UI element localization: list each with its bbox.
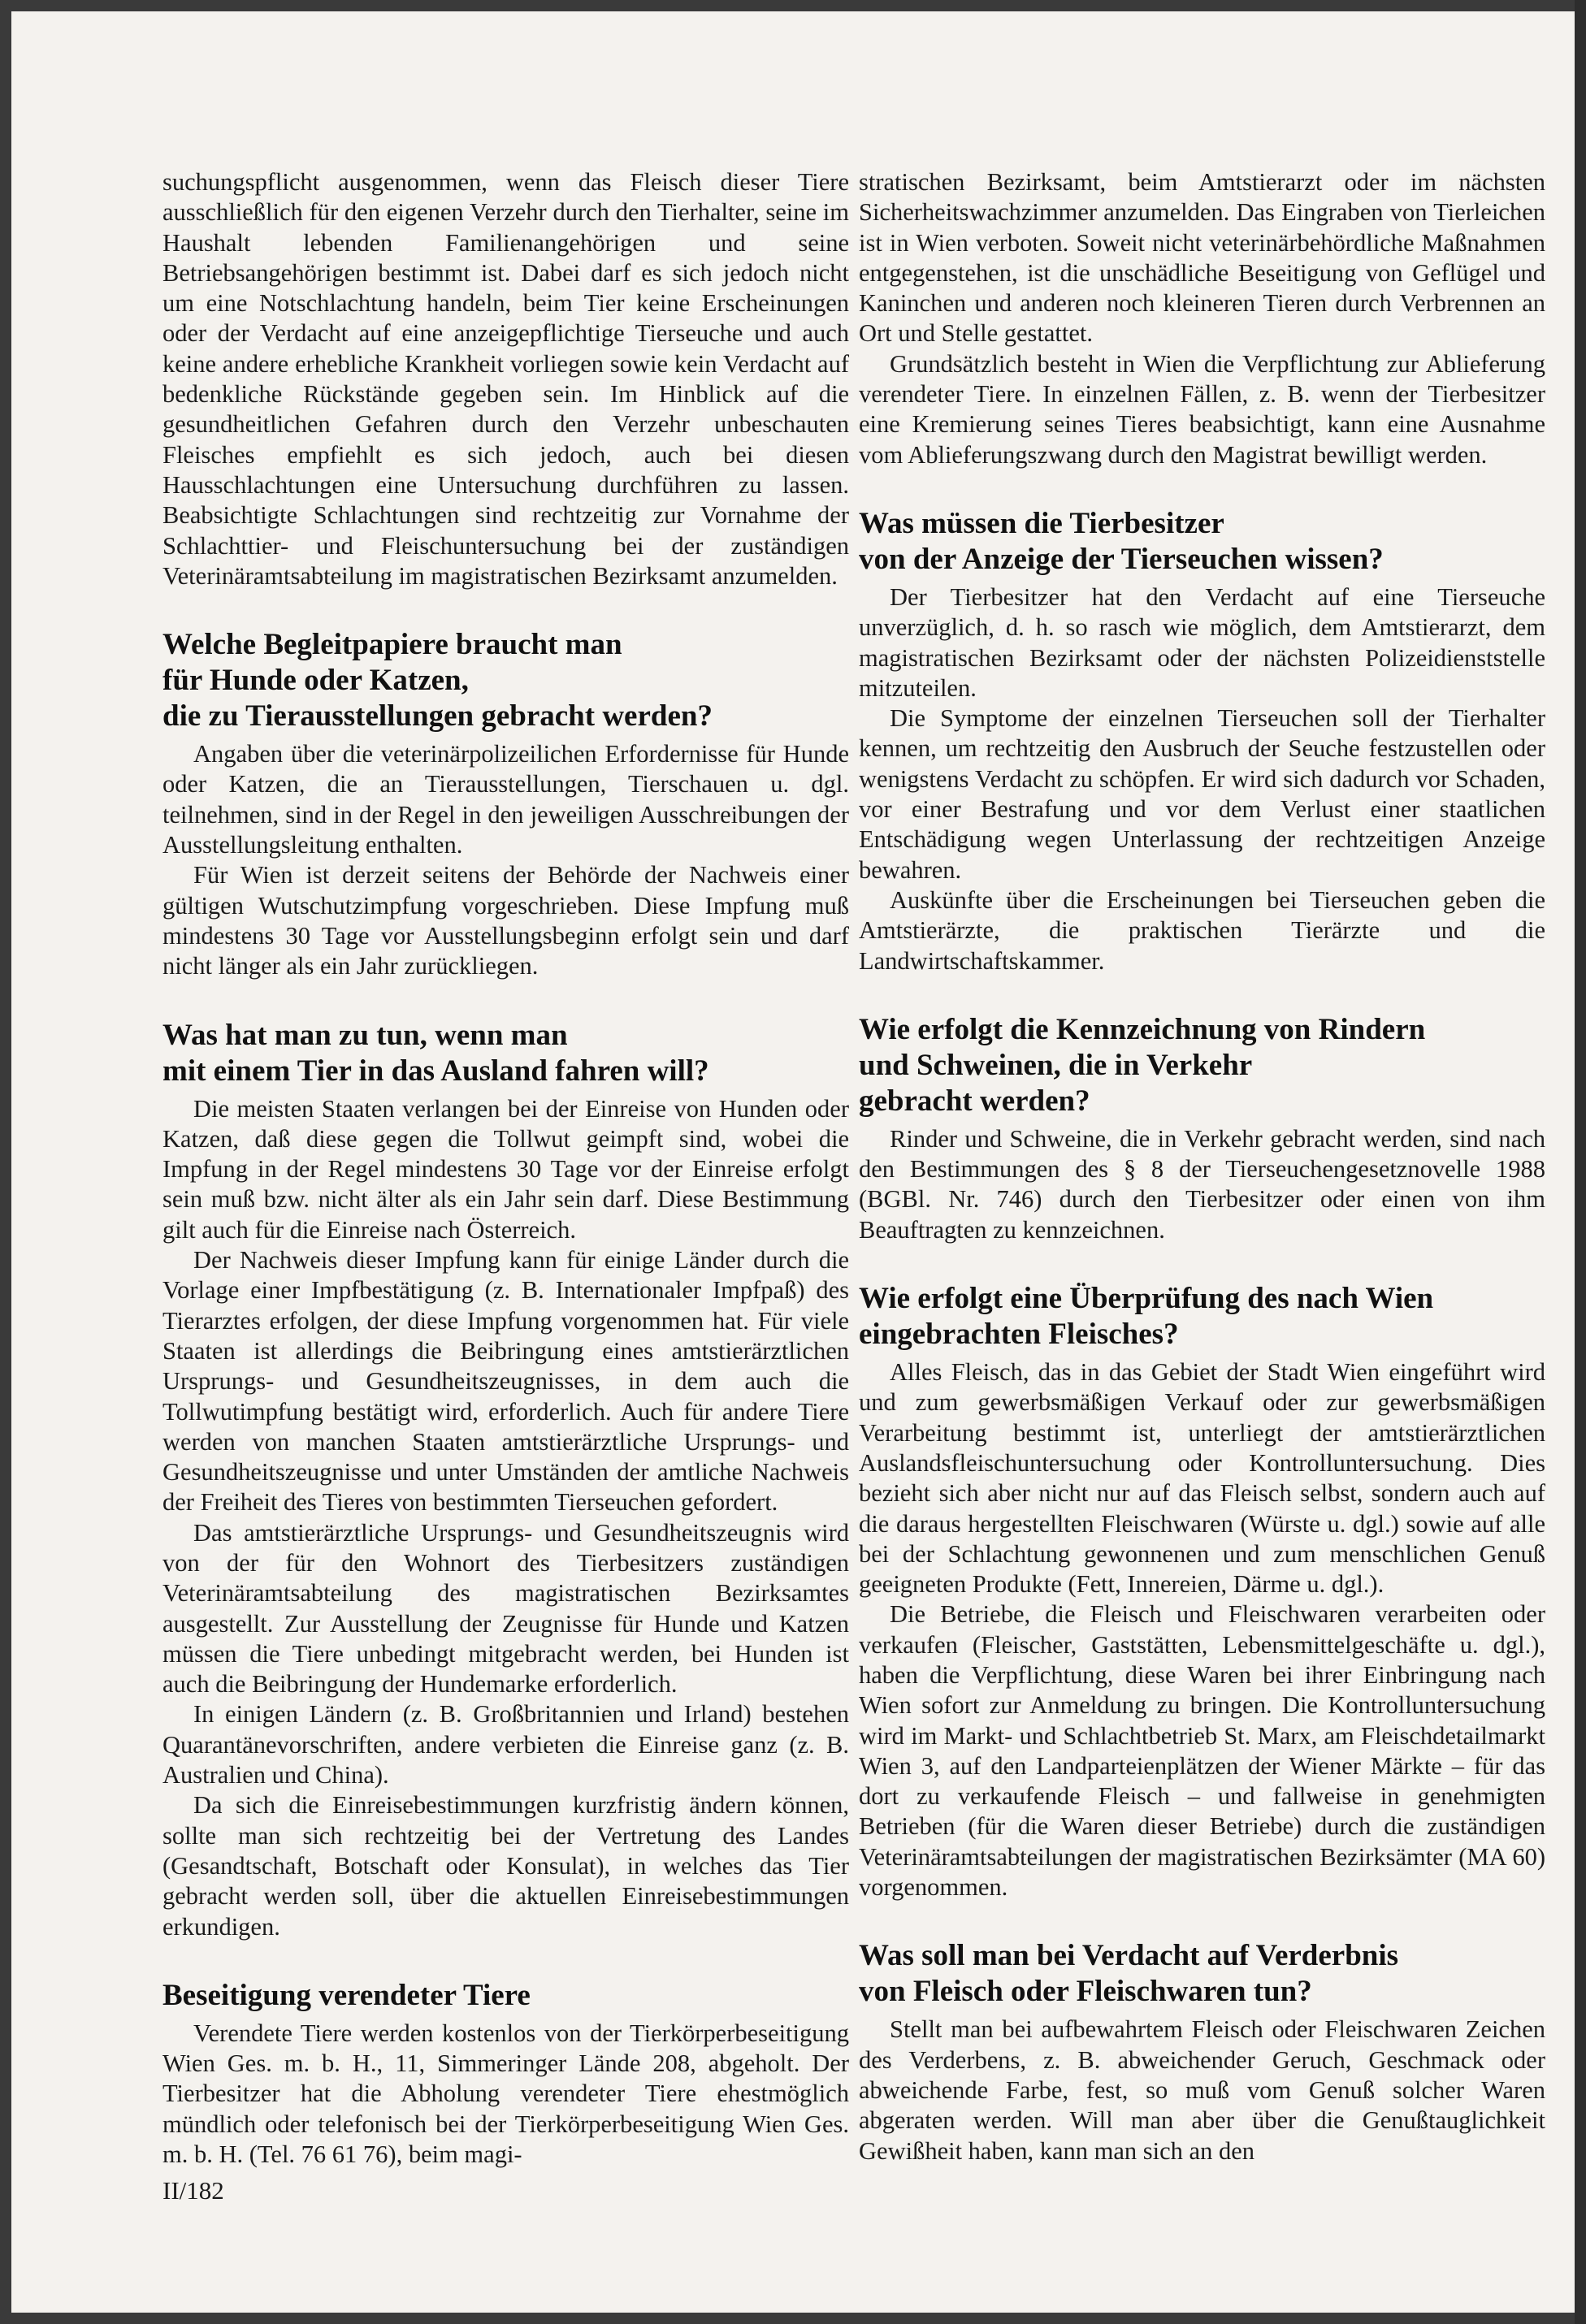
paragraph: In einigen Ländern (z. B. Großbritannien und Irland) bestehen Quarantänevorschriften, andere verbieten die Einreise ganz (z. B. Australien und China). (162, 1700, 849, 1790)
section-heading-ueberpruefung: Wie erfolgt eine Überprüfung des nach Wien eingebrachten Fleisches? (859, 1282, 1434, 1352)
left-column (162, 167, 849, 2170)
paragraph: Rinder und Schweine, die in Verkehr gebracht werden, sind nach den Bestimmungen des § 8 der Tierseuchengesetznovelle 1988 (BGBl. Nr. 746) durch den Tierbesitzer oder einen von ihm Beauftragten zu kennzeichnen. (859, 1124, 1545, 1244)
paragraph: Das amtstierärztliche Ursprungs- und Gesundheitszeugnis wird von der für den Wohnort des Tierbesitzers zuständigen Veterinäramtsabteilung des magistratischen Bezirksamtes ausgestellt. Zur Ausstellung der Zeugnisse für Hunde und Katzen müssen die Tiere unbedingt mitgebracht werden, bei Hunden ist auch die Beibringung der Hundemarke erforderlich. (162, 1518, 849, 1699)
section-heading-anzeige: Was müssen die Tierbesitzer von der Anzeige der Tierseuchen wissen? (859, 506, 1384, 576)
paragraph: Der Tierbesitzer hat den Verdacht auf eine Tierseuche unverzüglich, d. h. so rasch wie möglich, dem Amtstierarzt, dem magistratischen Bezirksamt oder der nächsten Polizeidienststelle mitzuteilen. (859, 582, 1545, 702)
right-column (859, 167, 1545, 2166)
paragraph: Die Betriebe, die Fleisch und Fleischwaren verarbeiten oder verkaufen (Fleischer, Gaststätten, Lebensmittelgeschäfte u. dgl.), haben die Verpflichtung, diese Waren bei ihrer Einbringung nach Wien sofort zur Anmeldung zu bringen. Die Kontrolluntersuchung wird im Markt- und Schlachtbetrieb St. Marx, am Fleischdetailmarkt Wien 3, auf den Landparteienplätzen der Wiener Märkte – für das dort zu verkaufende Fleisch – und fallweise in genehmigten Betrieben (für die Waren dieser Betriebe) durch die zuständigen Veterinäramtsabteilungen der magistratischen Bezirksämter (MA 60) vorgenommen. (859, 1600, 1545, 1902)
section-heading-verderbnis: Was soll man bei Verdacht auf Verderbnis von Fleisch oder Fleischwaren tun? (859, 1939, 1399, 2009)
section-heading-kennzeichnung: Wie erfolgt die Kennzeichnung von Rindern und Schweinen, die in Verkehr gebracht werden? (859, 1012, 1426, 1118)
paragraph: Grundsätzlich besteht in Wien die Verpflichtung zur Ablieferung verendeter Tiere. In einzelnen Fällen, z. B. wenn der Tierbesitzer eine Kremierung seines Tieres beabsichtigt, kann eine Ausnahme vom Ablieferungszwang durch den Magistrat bewilligt werden. (859, 349, 1545, 469)
paragraph: Die Symptome der einzelnen Tierseuchen soll der Tierhalter kennen, um rechtzeitig den Ausbruch der Seuche festzustellen oder wenigstens Verdacht zu schöpfen. Er wird sich dadurch vor Schaden, vor einer Bestrafung und vor dem Verlust einer staatlichen Entschädigung wegen Unterlassung der rechtzeitigen Anzeige bewahren. (859, 704, 1545, 884)
section-heading-beseitigung: Beseitigung verendeter Tiere (162, 1978, 531, 2012)
paragraph: Stellt man bei aufbewahrtem Fleisch oder Fleischwaren Zeichen des Verderbens, z. B. abweichender Geruch, Geschmack oder abweichende Farbe, fest, so muß vom Genuß solcher Waren abgeraten werden. Will man aber über die Genußtauglichkeit Gewißheit haben, kann man sich an den (859, 2015, 1545, 2165)
document-page (11, 11, 1575, 2313)
paragraph: Da sich die Einreisebestimmungen kurzfristig ändern können, sollte man sich rechtzeitig bei der Vertretung des Landes (Gesandtschaft, Botschaft oder Konsulat), in welches das Tier gebracht werden soll, über die aktuellen Einreisebestimmungen erkundigen. (162, 1791, 849, 1941)
page-number: II/182 (162, 2176, 224, 2205)
paragraph: Die meisten Staaten verlangen bei der Einreise von Hunden oder Katzen, daß diese gegen die Tollwut geimpft sind, wobei die Impfung in der Regel mindestens 30 Tage vor der Einreise erfolgt sein muß bzw. nicht älter als ein Jahr sein darf. Diese Bestimmung gilt auch für die Einreise nach Österreich. (162, 1094, 849, 1244)
paragraph: Auskünfte über die Erscheinungen bei Tierseuchen geben die Amtstierärzte, die praktischen Tierärzte und die Landwirtschaftskammer. (859, 885, 1545, 975)
continued-paragraph: stratischen Bezirksamt, beim Amtstierarzt oder im nächsten Sicherheitswachzimmer anzumelden. Das Eingraben von Tierleichen ist in Wien verboten. Soweit nicht veterinärbehördliche Maßnahmen entgegenstehen, ist die unschädliche Beseitigung von Geflügel und Kaninchen und anderen noch kleineren Tieren durch Verbrennen an Ort und Stelle gestattet. (859, 168, 1545, 348)
paragraph: Der Nachweis dieser Impfung kann für einige Länder durch die Vorlage einer Impfbestätigung (z. B. Internationaler Impfpaß) des Tierarztes erfolgen, der diese Impfung vorgenommen hat. Für viele Staaten ist allerdings die Beibringung eines amtstierärztlichen Ursprungs- und Gesundheitszeugnisses, in dem auch die Tollwutimpfung bestätigt wird, erforderlich. Auch für andere Tiere werden von manchen Staaten amtstierärztliche Ursprungs- und Gesundheitszeugnisse und unter Umständen der amtliche Nachweis der Freiheit des Tieres von bestimmten Tierseuchen gefordert. (162, 1246, 849, 1517)
intro-paragraph: suchungspflicht ausgenommen, wenn das Fleisch dieser Tiere ausschließlich für den eigenen Verzehr durch den Tierhalter, seine im Haushalt lebenden Familienangehörigen und seine Betriebsangehörigen bestimmt ist. Dabei darf es sich jedoch nicht um eine Notschlachtung handeln, beim Tier keine Erscheinungen oder der Verdacht auf eine anzeigepflichtige Tierseuche und auch keine andere erhebliche Krankheit vorliegen sowie kein Verdacht auf bedenkliche Rückstände gegeben sein. Im Hinblick auf die gesundheitlichen Gefahren durch den Verzehr unbeschauten Fleisches empfiehlt es sich jedoch, auch bei diesen Hausschlachtungen eine Untersuchung durchführen zu lassen. Beabsichtigte Schlachtungen sind rechtzeitig zur Vornahme der Schlachttier- und Fleischuntersuchung bei der zuständigen Veterinäramtsabteilung im magistratischen Bezirksamt anzumelden. (162, 168, 849, 590)
scan-edge (1575, 0, 1586, 2324)
paragraph: Angaben über die veterinärpolizeilichen Erfordernisse für Hunde oder Katzen, die an Tierausstellungen, Tierschauen u. dgl. teilnehmen, sind in der Regel in den jeweiligen Ausschreibungen der Ausstellungsleitung enthalten. (162, 740, 849, 859)
paragraph: Alles Fleisch, das in das Gebiet der Stadt Wien eingeführt wird und zum gewerbsmäßigen Verkauf oder zur gewerbsmäßigen Verarbeitung bestimmt ist, unterliegt der amtstierärztlichen Auslandsfleischuntersuchung oder Kontrolluntersuchung. Dies bezieht sich aber nicht nur auf das Fleisch selbst, sondern auch auf die daraus hergestellten Fleischwaren (Würste u. dgl.) sowie auf alle bei der Schlachtung gewonnenen und zum menschlichen Genuß geeigneten Produkte (Fett, Innereien, Därme u. dgl.). (859, 1358, 1545, 1599)
section-heading-ausland: Was hat man zu tun, wenn man mit einem Tier in das Ausland fahren will? (162, 1018, 709, 1088)
paragraph: Für Wien ist derzeit seitens der Behörde der Nachweis einer gültigen Wutschutzimpfung vorgeschrieben. Diese Impfung muß mindestens 30 Tage vor Ausstellungsbeginn erfolgt sein und darf nicht länger als ein Jahr zurückliegen. (162, 861, 849, 980)
paragraph: Verendete Tiere werden kostenlos von der Tierkörperbeseitigung Wien Ges. m. b. H., 11, Simmeringer Lände 208, abgeholt. Der Tierbesitzer hat die Abholung verendeter Tiere ehestmöglich mündlich oder telefonisch bei der Tierkörperbeseitigung Wien Ges. m. b. H. (Tel. 76 61 76), beim magi- (162, 2019, 849, 2169)
section-heading-begleitpapiere: Welche Begleitpapiere braucht man für Hunde oder Katzen, die zu Tierausstellungen gebracht werden? (162, 628, 713, 734)
